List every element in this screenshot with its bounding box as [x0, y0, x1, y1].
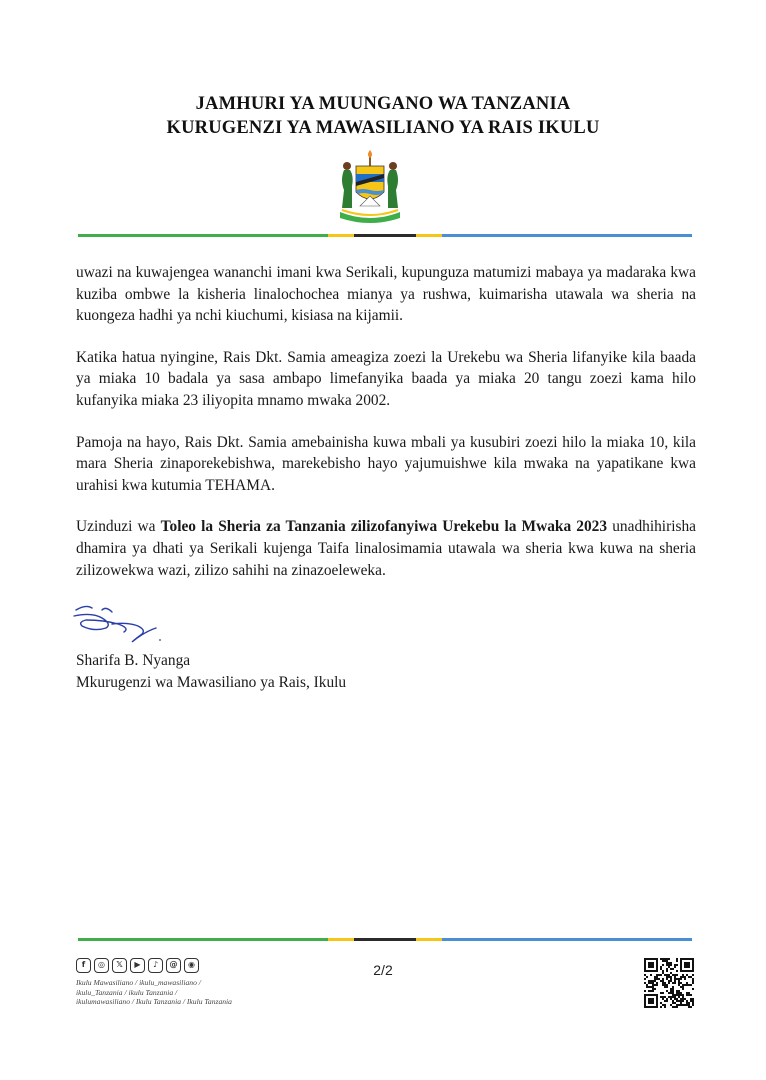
- header-line-1: JAMHURI YA MUUNGANO WA TANZANIA: [195, 94, 571, 114]
- tiktok-icon: ♪: [148, 958, 163, 973]
- handwritten-signature: [72, 602, 168, 646]
- letter-body: [76, 262, 696, 601]
- footer-color-stripe: [78, 938, 692, 941]
- paragraph-2: Katika hatua nyingine, Rais Dkt. Samia ameagiza zoezi la Urekebu wa Sheria lifanyike kila baada ya miaka 10 badala ya sasa ambapo limefanyika baada ya miaka 20 tangu zoezi kama hilo kufanyika miaka 23 iliyopita mnamo mwaka 2002.: [76, 348, 696, 409]
- signer-title: Mkurugenzi wa Mawasiliano ya Rais, Ikulu: [76, 673, 347, 691]
- header-color-stripe: [78, 234, 692, 237]
- bold-title: Toleo la Sheria za Tanzania zilizofanyiwa Urekebu la Mwaka 2023: [160, 518, 608, 536]
- qr-code-icon: [644, 958, 694, 1008]
- coat-of-arms-icon: [334, 150, 406, 224]
- letterhead: [0, 92, 766, 140]
- social-handles: Ikulu Mawasiliano / ikulu_mawasiliano / ikulu_Tanzania / ikulu Tanzania / ikulumawasiliano / Ikulu Tanzania / Ikulu Tanzania: [76, 978, 232, 1006]
- paragraph-3: Pamoja na hayo, Rais Dkt. Samia amebainisha kuwa mbali ya kusubiri zoezi hilo la miaka 10, kila mara Sheria zinaporekebishwa, marekebisho hayo yajumuishwe kila mwaka na yapatikane kwa urahisi kwa kutumia TEHAMA.: [76, 433, 696, 494]
- threads-icon: @: [166, 958, 181, 973]
- podcast-icon: ◉: [184, 958, 199, 973]
- instagram-icon: ◎: [94, 958, 109, 973]
- paragraph-4: Uzinduzi wa Toleo la Sheria za Tanzania zilizofanyiwa Urekebu la Mwaka 2023 unadhihirisha dhamira ya dhati ya Serikali kujenga Taifa linalosimamia utawala wa sheria kwa kuwa na sheria zilizowekwa wazi, zilizo sahihi na zinazoeleweka.: [76, 518, 696, 579]
- signer-name: Sharifa B. Nyanga: [76, 652, 191, 669]
- page-number: 2/2: [373, 962, 393, 978]
- x-icon: 𝕏: [112, 958, 127, 973]
- facebook-icon: f: [76, 958, 91, 973]
- header-line-2: KURUGENZI YA MAWASILIANO YA RAIS IKULU: [166, 118, 600, 138]
- youtube-icon: ▶: [130, 958, 145, 973]
- signer-block: [76, 650, 346, 693]
- paragraph-1: uwazi na kuwajengea wananchi imani kwa Serikali, kupunguza matumizi mabaya ya madaraka kwa kuziba ombwe la kisheria linalochochea mianya ya rushwa, kuimarisha utawala wa sheria na kuongeza hadhi ya nchi kiuchumi, kisiasa na kijamii.: [76, 264, 696, 325]
